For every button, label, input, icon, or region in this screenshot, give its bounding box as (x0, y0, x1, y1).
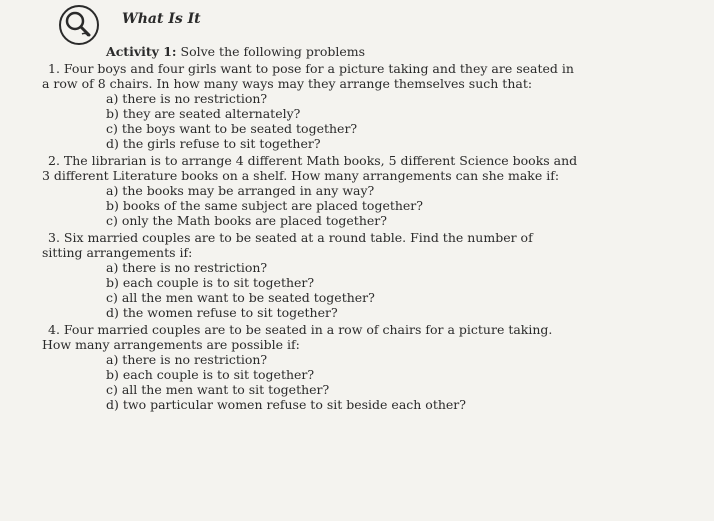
problem-3-item-d: d) the women refuse to sit together? (106, 305, 338, 320)
problem-3-item-b: b) each couple is to sit together? (106, 275, 315, 290)
activity-label: Activity 1: (106, 44, 177, 59)
problem-3-item-c: c) all the men want to be seated together? (106, 290, 375, 305)
problem-3 (40, 230, 660, 320)
activity-instruction: Solve the following problems (180, 44, 366, 59)
problem-2-line-2: 3 different Literature books on a shelf. How many arrangements can she make if: (42, 168, 560, 183)
activity-content (40, 44, 660, 412)
problem-3-line-1: 3. Six married couples are to be seated at a round table. Find the number of (48, 230, 533, 245)
problem-1-item-a: a) there is no restriction? (106, 91, 268, 106)
magnifier-icon (58, 4, 100, 46)
problem-2-item-a: a) the books may be arranged in any way? (106, 183, 375, 198)
problem-4-item-d: d) two particular women refuse to sit beside each other? (106, 397, 466, 412)
problem-4-item-b: b) each couple is to sit together? (106, 367, 315, 382)
problem-2 (40, 153, 660, 228)
problem-1-item-d: d) the girls refuse to sit together? (106, 136, 321, 151)
problem-1 (40, 61, 660, 151)
problem-3-item-a: a) there is no restriction? (106, 260, 268, 275)
problem-4-item-c: c) all the men want to sit together? (106, 382, 330, 397)
problem-2-item-b: b) books of the same subject are placed together? (106, 198, 423, 213)
problem-1-item-c: c) the boys want to be seated together? (106, 121, 358, 136)
problem-1-line-1: 1. Four boys and four girls want to pose for a picture taking and they are seated in (48, 61, 574, 76)
problem-1-line-2: a row of 8 chairs. In how many ways may they arrange themselves such that: (42, 76, 533, 91)
problem-3-line-2: sitting arrangements if: (42, 245, 193, 260)
problem-4-line-1: 4. Four married couples are to be seated in a row of chairs for a picture taking. (48, 322, 553, 337)
problem-4-item-a: a) there is no restriction? (106, 352, 268, 367)
problem-2-item-c: c) only the Math books are placed together? (106, 213, 387, 228)
problem-2-line-1: 2. The librarian is to arrange 4 different Math books, 5 different Science books and (48, 153, 578, 168)
problem-4-line-2: How many arrangements are possible if: (42, 337, 300, 352)
section-title: What Is It (122, 11, 201, 27)
problem-4 (40, 322, 660, 412)
activity-heading (106, 44, 660, 59)
problem-1-item-b: b) they are seated alternately? (106, 106, 301, 121)
